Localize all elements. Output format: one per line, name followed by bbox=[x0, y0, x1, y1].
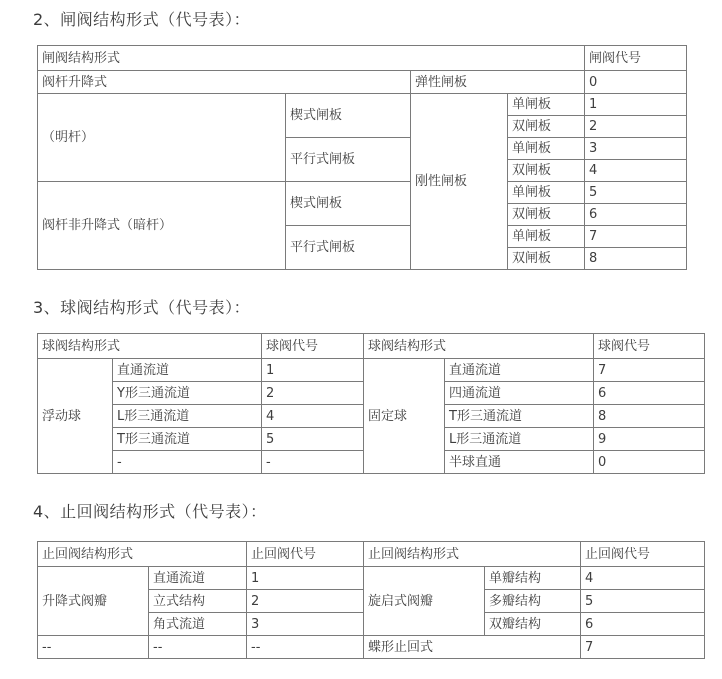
type-cell: 楔式闸板 bbox=[286, 94, 411, 138]
type-cell: 半球直通 bbox=[445, 451, 594, 474]
code-cell: 8 bbox=[585, 248, 687, 270]
code-cell: 5 bbox=[262, 428, 364, 451]
type-cell: 平行式闸板 bbox=[286, 138, 411, 182]
header-cell: 止回阀代号 bbox=[247, 542, 364, 567]
code-cell: 8 bbox=[594, 405, 705, 428]
code-cell: 1 bbox=[585, 94, 687, 116]
type-cell: 直通流道 bbox=[445, 359, 594, 382]
ball-valve-code-table bbox=[37, 333, 705, 474]
table-row bbox=[38, 71, 687, 94]
header-cell: 止回阀结构形式 bbox=[38, 542, 247, 567]
code-cell: 5 bbox=[585, 182, 687, 204]
code-cell: 0 bbox=[585, 71, 687, 94]
type-cell: 单瓣结构 bbox=[485, 567, 581, 590]
code-cell: 0 bbox=[594, 451, 705, 474]
subtype-cell: 单闸板 bbox=[508, 138, 585, 160]
code-cell: 3 bbox=[585, 138, 687, 160]
header-cell: 闸阀结构形式 bbox=[38, 46, 585, 71]
code-cell: 2 bbox=[585, 116, 687, 138]
header-cell: 球阀结构形式 bbox=[364, 334, 594, 359]
subtype-cell: 单闸板 bbox=[508, 94, 585, 116]
table-row bbox=[38, 182, 687, 204]
table-row bbox=[38, 334, 705, 359]
type-cell: 双瓣结构 bbox=[485, 613, 581, 636]
type-cell: 弹性闸板 bbox=[411, 71, 585, 94]
type-cell: 多瓣结构 bbox=[485, 590, 581, 613]
code-cell: 1 bbox=[262, 359, 364, 382]
header-cell: 闸阀代号 bbox=[585, 46, 687, 71]
type-cell: 直通流道 bbox=[149, 567, 247, 590]
type-cell: 四通流道 bbox=[445, 382, 594, 405]
category-cell: 升降式阀瓣 bbox=[38, 567, 149, 636]
check-valve-section-heading: 4、止回阀结构形式（代号表）： bbox=[33, 502, 267, 521]
empty-cell: -- bbox=[247, 636, 364, 659]
subtype-cell: 双闸板 bbox=[508, 204, 585, 226]
header-cell: 球阀结构形式 bbox=[38, 334, 262, 359]
category-cell: 旋启式阀瓣 bbox=[364, 567, 485, 636]
type-cell: 楔式闸板 bbox=[286, 182, 411, 226]
ball-valve-section-heading: 3、球阀结构形式（代号表）： bbox=[33, 298, 251, 317]
category-cell: 浮动球 bbox=[38, 359, 113, 474]
type-cell: 刚性闸板 bbox=[411, 94, 508, 270]
table-row bbox=[38, 46, 687, 71]
type-cell: 直通流道 bbox=[113, 359, 262, 382]
category-cell: 固定球 bbox=[364, 359, 445, 474]
code-cell: 7 bbox=[594, 359, 705, 382]
subtype-cell: 双闸板 bbox=[508, 116, 585, 138]
code-cell: 3 bbox=[247, 613, 364, 636]
gate-valve-section-heading: 2、闸阀结构形式（代号表）： bbox=[33, 10, 251, 29]
check-valve-code-table bbox=[37, 541, 705, 659]
header-cell: 止回阀代号 bbox=[581, 542, 705, 567]
code-cell: 6 bbox=[581, 613, 705, 636]
code-cell: 7 bbox=[581, 636, 705, 659]
code-cell: 6 bbox=[585, 204, 687, 226]
code-cell: 4 bbox=[585, 160, 687, 182]
code-cell: 4 bbox=[581, 567, 705, 590]
category-cell: （明杆） bbox=[38, 94, 286, 182]
header-cell: 止回阀结构形式 bbox=[364, 542, 581, 567]
type-cell: T形三通流道 bbox=[113, 428, 262, 451]
type-cell: L形三通流道 bbox=[445, 428, 594, 451]
code-cell: 9 bbox=[594, 428, 705, 451]
table-row bbox=[38, 542, 705, 567]
empty-cell: -- bbox=[149, 636, 247, 659]
subtype-cell: 双闸板 bbox=[508, 160, 585, 182]
code-cell: 1 bbox=[247, 567, 364, 590]
code-cell: 4 bbox=[262, 405, 364, 428]
header-cell: 球阀代号 bbox=[262, 334, 364, 359]
subtype-cell: 单闸板 bbox=[508, 182, 585, 204]
code-cell: 5 bbox=[581, 590, 705, 613]
header-cell: 球阀代号 bbox=[594, 334, 705, 359]
type-cell: 蝶形止回式 bbox=[364, 636, 581, 659]
code-cell: 2 bbox=[262, 382, 364, 405]
type-cell: 角式流道 bbox=[149, 613, 247, 636]
type-cell: Y形三通流道 bbox=[113, 382, 262, 405]
empty-cell: -- bbox=[38, 636, 149, 659]
table-row bbox=[38, 636, 705, 659]
table-row bbox=[38, 359, 705, 382]
empty-cell: - bbox=[113, 451, 262, 474]
table-row bbox=[38, 567, 705, 590]
empty-cell: - bbox=[262, 451, 364, 474]
category-cell: 阀杆升降式 bbox=[38, 71, 411, 94]
type-cell: T形三通流道 bbox=[445, 405, 594, 428]
type-cell: 立式结构 bbox=[149, 590, 247, 613]
subtype-cell: 双闸板 bbox=[508, 248, 585, 270]
gate-valve-code-table bbox=[37, 45, 687, 270]
type-cell: L形三通流道 bbox=[113, 405, 262, 428]
table-row bbox=[38, 94, 687, 116]
type-cell: 平行式闸板 bbox=[286, 226, 411, 270]
code-cell: 6 bbox=[594, 382, 705, 405]
category-cell: 阀杆非升降式（暗杆） bbox=[38, 182, 286, 270]
code-cell: 2 bbox=[247, 590, 364, 613]
subtype-cell: 单闸板 bbox=[508, 226, 585, 248]
code-cell: 7 bbox=[585, 226, 687, 248]
